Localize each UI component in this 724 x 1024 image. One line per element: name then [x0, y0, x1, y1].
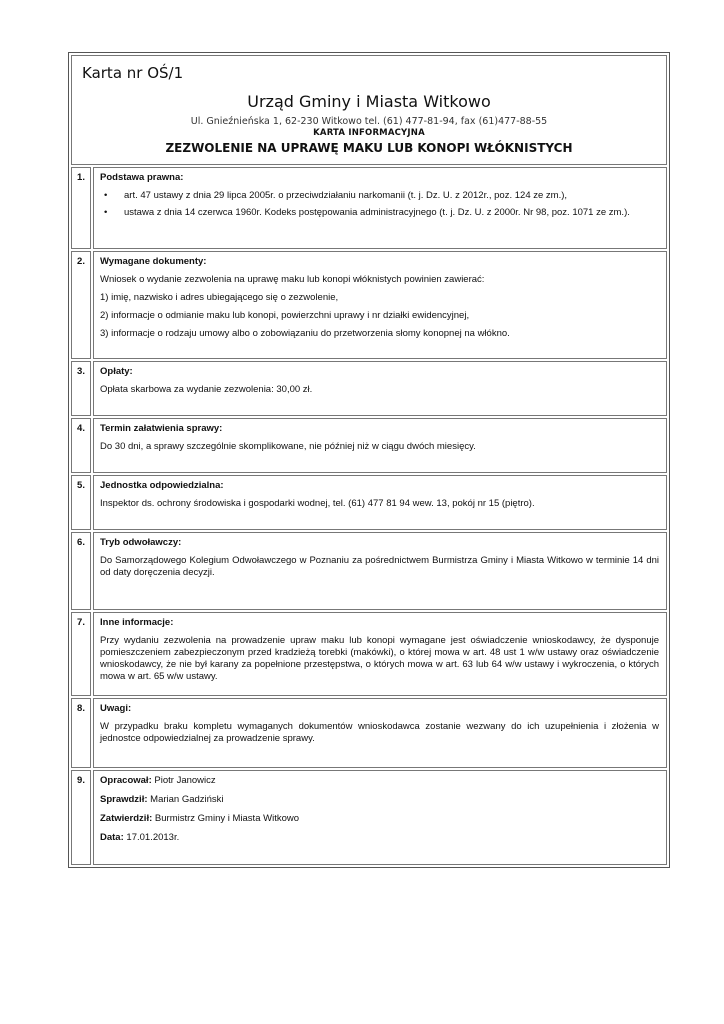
- section-number: 3.: [71, 361, 91, 416]
- section-body: [93, 418, 667, 473]
- section-row: [71, 475, 667, 530]
- field-value: Piotr Janowicz: [154, 775, 216, 786]
- field-value: Burmistrz Gminy i Miasta Witkowo: [154, 813, 300, 824]
- section-title: Wymagane dokumenty:: [100, 256, 207, 267]
- section-row: [71, 361, 667, 416]
- approved-by: [100, 813, 659, 825]
- section-title: Uwagi:: [100, 703, 132, 714]
- info-card-table: [68, 52, 670, 868]
- section-text: Do Samorządowego Kolegium Odwoławczego w Poznaniu za pośrednictwem Burmistrza Gminy i Miasta Witkowo w terminie 14 dni od daty doręczenia decyzji.: [100, 555, 659, 578]
- date: [100, 832, 659, 844]
- section-body: [93, 251, 667, 359]
- bullet-icon: •: [104, 190, 108, 201]
- prepared-by: [100, 775, 659, 787]
- section-text: Inspektor ds. ochrony środowiska i gospodarki wodnej, tel. (61) 477 81 94 wew. 13, pokój nr 15 (piętro).: [100, 498, 535, 509]
- checked-by: [100, 794, 659, 806]
- section-title: Podstawa prawna:: [100, 172, 184, 183]
- section-number: 8.: [71, 698, 91, 768]
- section-row: [71, 418, 667, 473]
- list-item-text: ustawa z dnia 14 czerwca 1960r. Kodeks postępowania administracyjnego (t. j. Dz. U. z 2000r. Nr 98, poz. 1071 ze zm.).: [124, 207, 630, 218]
- document-header: [71, 55, 667, 165]
- list-item-text: art. 47 ustawy z dnia 29 lipca 2005r. o przeciwdziałaniu narkomanii (t. j. Dz. U. z 2012r., poz. 124 ze zm.),: [124, 190, 568, 201]
- section-row: [71, 251, 667, 359]
- section-row: [71, 698, 667, 768]
- field-label: Zatwierdził:: [100, 813, 153, 824]
- section-text: W przypadku braku kompletu wymaganych dokumentów wnioskodawca zostanie wezwany do ich uzupełnienia i złożenia w jednostce odpowiedzialnej za prowadzenie sprawy.: [100, 721, 659, 744]
- section-row: [71, 167, 667, 249]
- list-item: [100, 207, 659, 219]
- field-value: Marian Gadziński: [150, 794, 224, 805]
- section-text: Wniosek o wydanie zezwolenia na uprawę maku lub konopi włóknistych powinien zawierać:: [100, 274, 485, 285]
- section-text: Przy wydaniu zezwolenia na prowadzenie upraw maku lub konopi wymagane jest oświadczenie wnioskodawcy, że dysponuje pomieszczeniem zabezpieczonym przed kradzieżą torebki (makówki), o której mowa w art. 48 ust 1 w/w ustawy oraz oświadczenie wnioskodawcy, że nie był karany za popełnione przestępstwa, o których mowa w art. 63 lub 64 w/w ustawy i wykroczenia, o których mowa w art. 65 w/w ustawy.: [100, 635, 659, 682]
- field-value: 17.01.2013r.: [126, 832, 180, 843]
- office-address: Ul. Gnieźnieńska 1, 62-230 Witkowo tel. (61) 477-81-94, fax (61)477-88-55: [190, 116, 548, 127]
- section-number: 4.: [71, 418, 91, 473]
- section-text: 3) informacje o rodzaju umowy albo o zobowiązaniu do przetworzenia słomy konopnej na włókno.: [100, 328, 510, 339]
- section-body: [93, 698, 667, 768]
- section-body: [93, 612, 667, 696]
- section-number: 9.: [71, 770, 91, 865]
- field-label: Sprawdził:: [100, 794, 148, 805]
- card-type-label: KARTA INFORMACYJNA: [313, 128, 425, 138]
- section-row: [71, 532, 667, 610]
- section-number: 1.: [71, 167, 91, 249]
- section-text: 1) imię, nazwisko i adres ubiegającego się o zezwolenie,: [100, 292, 339, 303]
- document-title: ZEZWOLENIE NA UPRAWĘ MAKU LUB KONOPI WŁÓKNISTYCH: [165, 141, 573, 155]
- field-label: Data:: [100, 832, 124, 843]
- list-item: [100, 190, 659, 202]
- section-row: [71, 770, 667, 865]
- section-number: 5.: [71, 475, 91, 530]
- section-row: [71, 612, 667, 696]
- section-text: 2) informacje o odmianie maku lub konopi, powierzchni uprawy i nr działki ewidencyjnej,: [100, 310, 470, 321]
- section-number: 7.: [71, 612, 91, 696]
- card-number: Karta nr OŚ/1: [82, 64, 184, 82]
- section-body: [93, 167, 667, 249]
- section-title: Tryb odwoławczy:: [100, 537, 182, 548]
- field-label: Opracował:: [100, 775, 152, 786]
- bullet-icon: •: [104, 207, 108, 218]
- office-name: Urząd Gminy i Miasta Witkowo: [247, 92, 491, 111]
- section-title: Jednostka odpowiedzialna:: [100, 480, 224, 491]
- section-title: Inne informacje:: [100, 617, 174, 628]
- section-title: Opłaty:: [100, 366, 133, 377]
- section-body: [93, 361, 667, 416]
- section-text: Do 30 dni, a sprawy szczególnie skomplikowane, nie później niż w ciągu dwóch miesięcy.: [100, 441, 476, 452]
- document-sheet: [68, 52, 670, 868]
- section-body: [93, 475, 667, 530]
- section-body: [93, 770, 667, 865]
- section-body: [93, 532, 667, 610]
- section-title: Termin załatwienia sprawy:: [100, 423, 223, 434]
- section-number: 6.: [71, 532, 91, 610]
- section-text: Opłata skarbowa za wydanie zezwolenia: 30,00 zł.: [100, 384, 313, 395]
- section-number: 2.: [71, 251, 91, 359]
